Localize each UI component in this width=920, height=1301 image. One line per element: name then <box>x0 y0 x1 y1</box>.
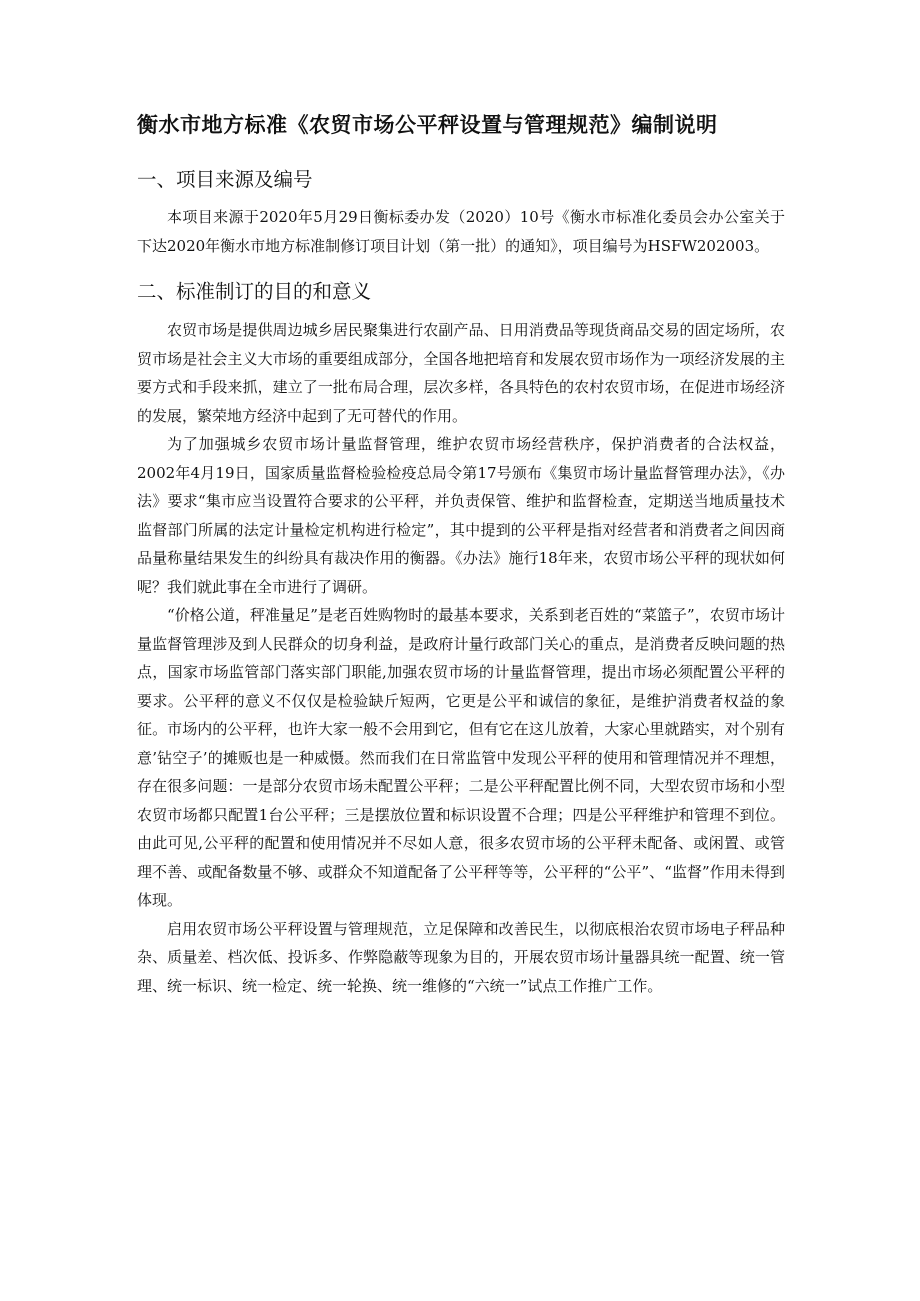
paragraph: 为了加强城乡农贸市场计量监督管理，维护农贸市场经营秩序，保护消费者的合法权益，2002年4月19日，国家质量监督检验检疫总局令第17号颁布《集贸市场计量监督管理办法》，《办法》要求“集市应当设置符合要求的公平秤，并负责保管、维护和监督检查，定期送当地质量技术监督部门所属的法定计量检定机构进行检定”，其中提到的公平秤是指对经营者和消费者之间因商品量称量结果发生的纠纷具有裁决作用的衡器。《办法》施行18年来，农贸市场公平秤的现状如何呢？我们就此事在全市进行了调研。 <box>137 435 785 596</box>
paragraph: 本项目来源于2020年5月29日衡标委办发（2020）10号《衡水市标准化委员会办公室关于下达2020年衡水市地方标准制修订项目计划（第一批）的通知》，项目编号为HSFW202003。 <box>137 208 785 255</box>
section-heading: 二、标准制订的目的和意义 <box>137 280 372 303</box>
paragraph: 启用农贸市场公平秤设置与管理规范，立足保障和改善民生，以彻底根治农贸市场电子秤品种杂、质量差、档次低、投诉多、作弊隐蔽等现象为目的，开展农贸市场计量器具统一配置、统一管理、统一标识、统一检定、统一轮换、统一维修的“六统一”试点工作推广工作。 <box>137 919 785 995</box>
section-project-source <box>0 166 920 260</box>
paragraph: 农贸市场是提供周边城乡居民聚集进行农副产品、日用消费品等现货商品交易的固定场所，农贸市场是社会主义大市场的重要组成部分，全国各地把培育和发展农贸市场作为一项经济发展的主要方式和手段来抓，建立了一批布局合理，层次多样，各具特色的农村农贸市场，在促进市场经济的发展，繁荣地方经济中起到了无可替代的作用。 <box>137 321 785 425</box>
document-title: 衡水市地方标准《农贸市场公平秤设置与管理规范》编制说明 <box>137 113 718 137</box>
paragraph: “价格公道，秤准量足”是老百姓购物时的最基本要求，关系到老百姓的“菜篮子”，农贸市场计量监督管理涉及到人民群众的切身利益，是政府计量行政部门关心的重点，是消费者反映问题的热点，国家市场监管部门落实部门职能,加强农贸市场的计量监督管理，提出市场必须配置公平秤的要求。公平秤的意义不仅仅是检验缺斤短两，它更是公平和诚信的象征，是维护消费者权益的象征。市场内的公平秤，也许大家一般不会用到它，但有它在这儿放着，大家心里就踏实，对个别有意’钻空子’的摊贩也是一种威慑。然而我们在日常监管中发现公平秤的使用和管理情况并不理想，存在很多问题：一是部分农贸市场未配置公平秤；二是公平秤配置比例不同，大型农贸市场和小型农贸市场都只配置1台公平秤；三是摆放位置和标识设置不合理；四是公平秤维护和管理不到位。由此可见,公平秤的配置和使用情况并不尽如人意，很多农贸市场的公平秤未配备、或闲置、或管理不善、或配备数量不够、或群众不知道配备了公平秤等等，公平秤的“公平”、“监督”作用未得到体现。 <box>137 606 785 909</box>
section-purpose <box>0 278 920 1000</box>
section-heading: 一、项目来源及编号 <box>137 168 313 191</box>
